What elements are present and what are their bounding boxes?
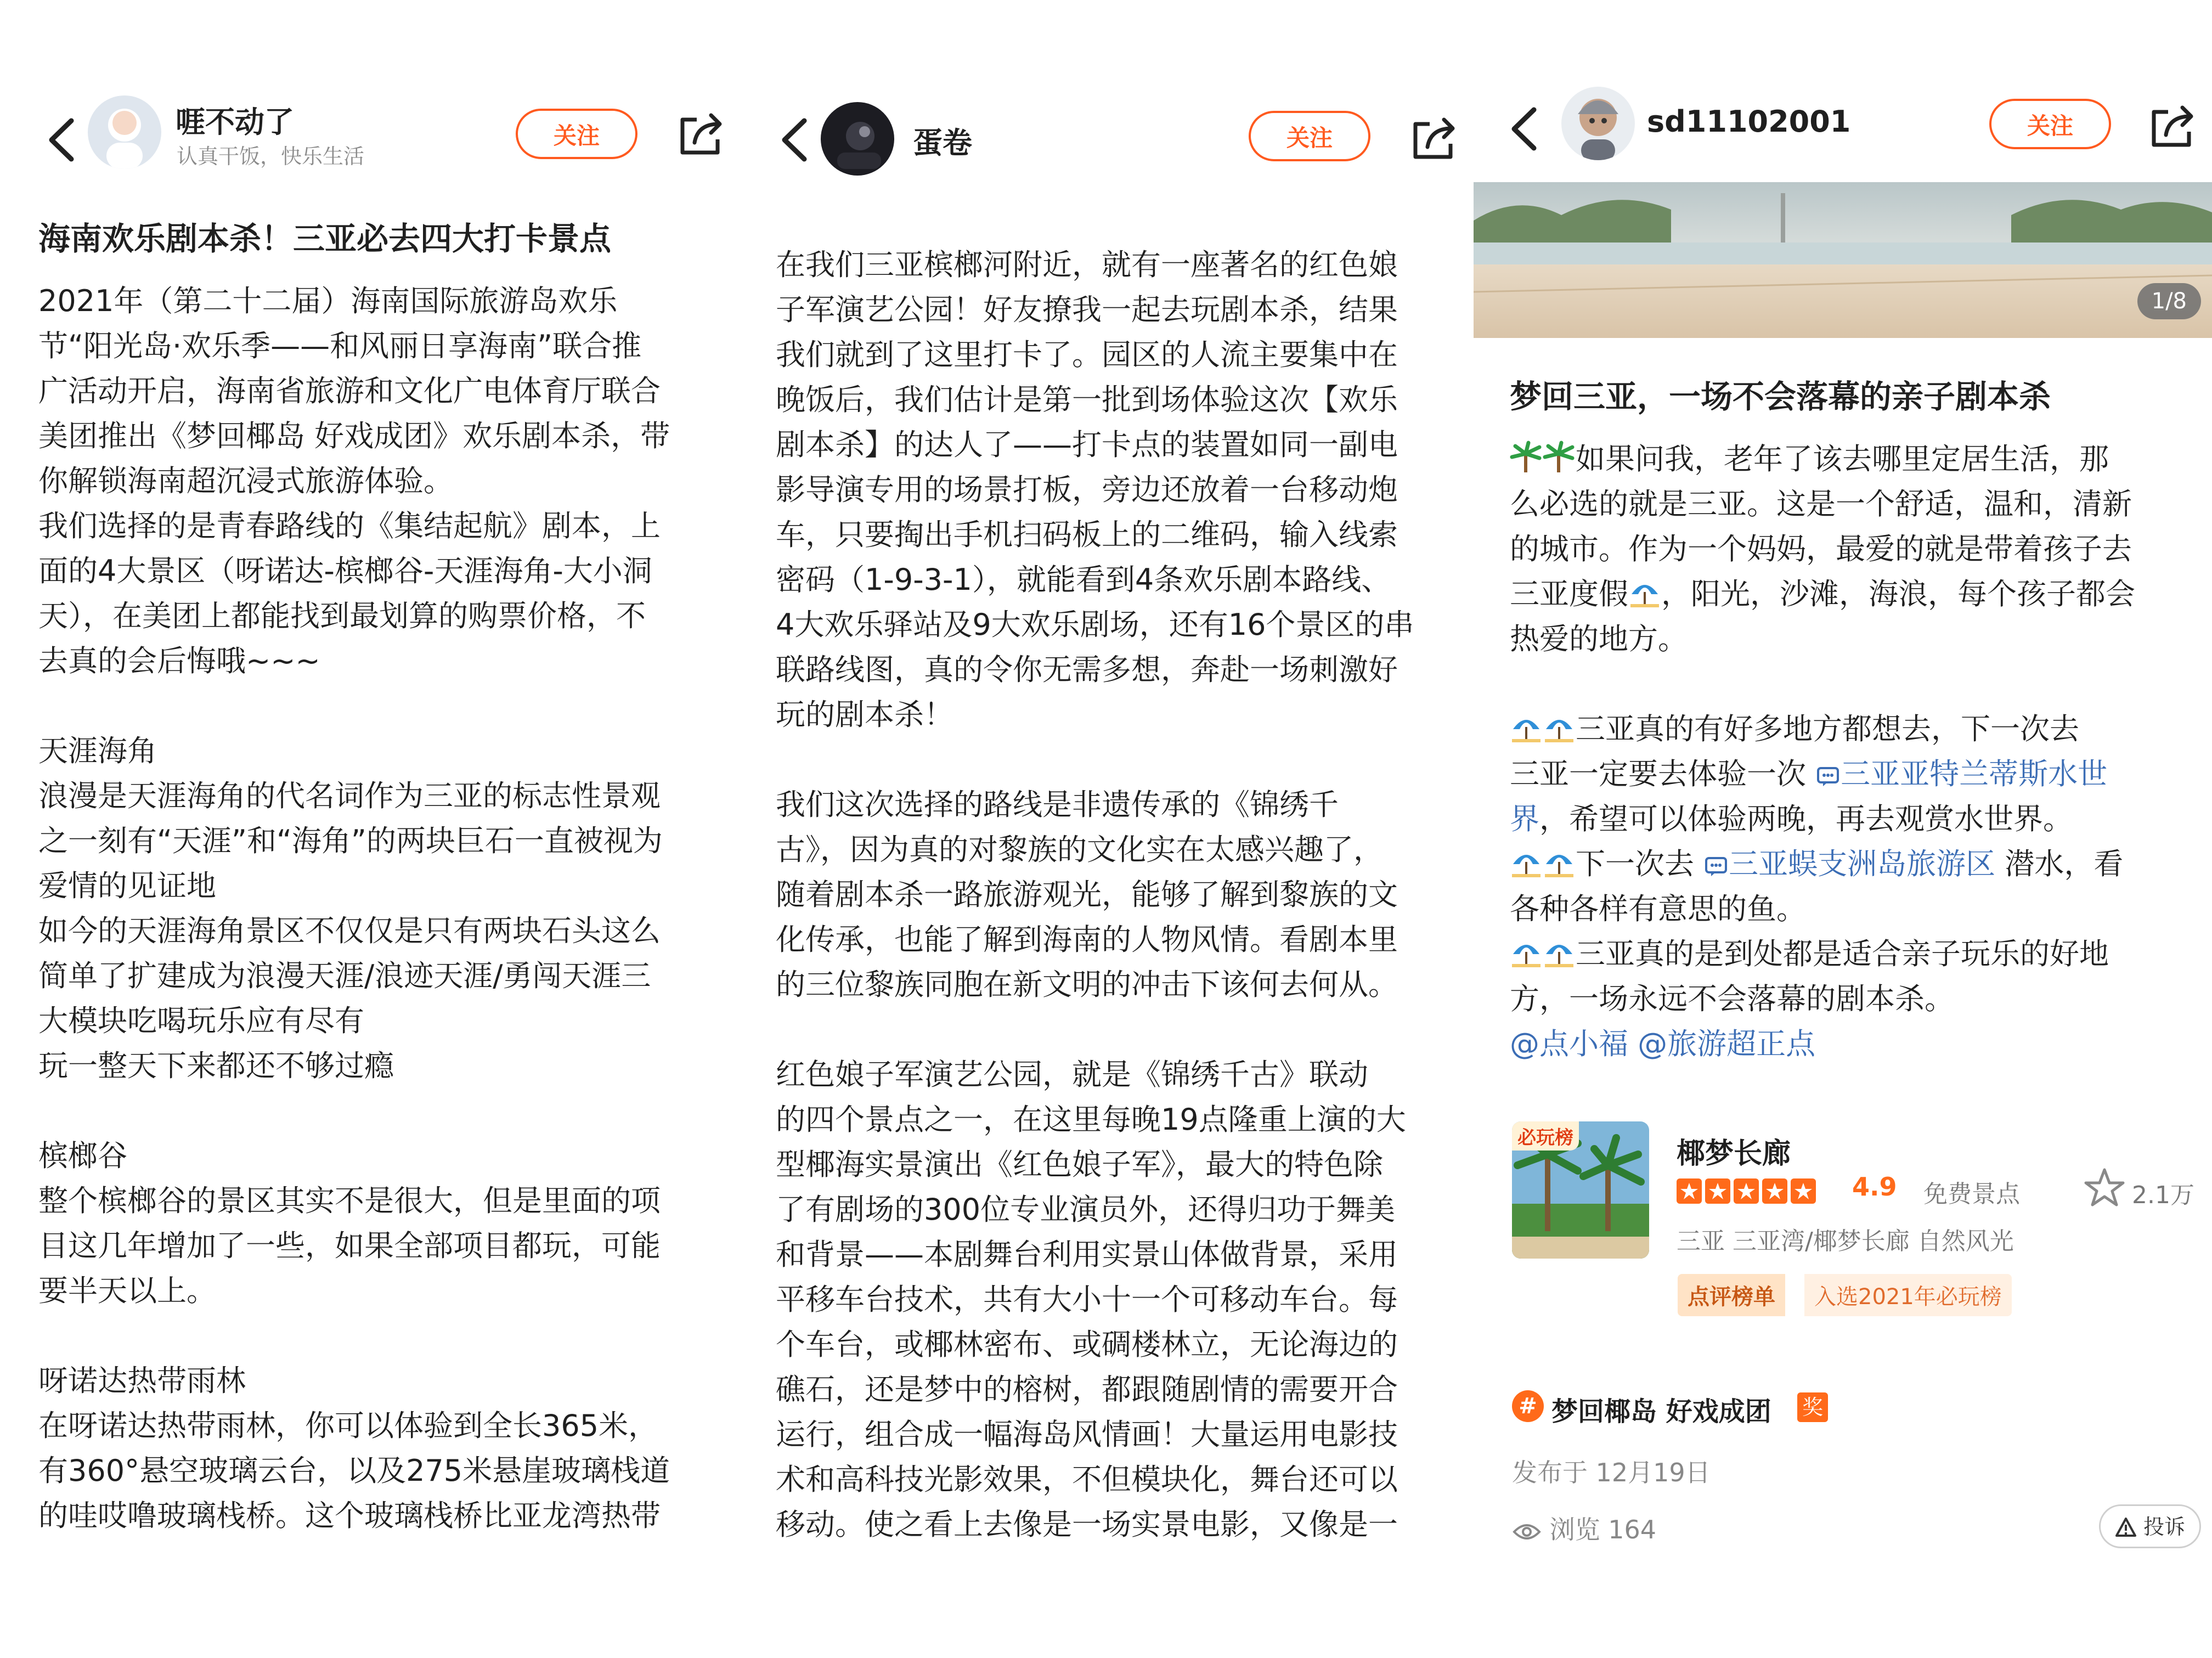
body-line: 车，只要掏出手机扫码板上的二维码，输入线索 [776,517,1398,552]
user-mentions[interactable]: @点小福 @旅游超正点 [1510,1027,1816,1061]
body-line: 晚饭后，我们估计是第一批到场体验这次【欢乐 [776,382,1398,417]
report-button[interactable]: 投诉 [2099,1504,2201,1548]
post-header [738,82,1474,192]
body-line: 广活动开启，海南省旅游和文化广电体育厅联合 [38,374,661,408]
body-line: 目这几年增加了一些，如果全部项目都玩，可能 [38,1228,661,1263]
image-pager: 1/8 [2137,283,2201,319]
body-line: 三亚真的是到处都是适合亲子玩乐的好地 [1510,932,2190,977]
body-line: 玩一整天下来都还不够过瘾 [38,1048,394,1083]
body-line: 界，希望可以体验两晚，再去观赏水世界。 [1510,802,2073,836]
body-line: 化传承，也能了解到海南的人物风情。看剧本里 [776,922,1398,957]
body-line: 去真的会后悔哦~~~ [38,644,320,678]
share-icon[interactable] [1408,112,1460,165]
rating-stars [1677,1177,1841,1205]
body-line: 有360°悬空玻璃云台，以及275米悬崖玻璃栈道 [38,1453,670,1488]
back-arrow-icon[interactable] [33,110,93,170]
post-body [38,279,719,1538]
hashtag-icon: # [1512,1390,1544,1422]
paragraph-gap [776,1007,1456,1052]
body-line: 在我们三亚槟榔河附近，就有一座著名的红色娘 [776,247,1398,282]
publish-date: 发布于 12月19日 [1512,1458,1711,1487]
poi-link-atlantis[interactable]: 三亚亚特兰蒂斯水世 [1815,757,2107,791]
body-line: 三亚度假 ，阳光，沙滩，海浪，每个孩子都会 [1510,577,2135,611]
body-line: 大模块吃喝玩乐应有尽有 [38,1003,364,1038]
map-link-icon [1815,763,1841,788]
body-line: 美团推出《梦回椰岛 好戏成团》欢乐剧本杀，带 [38,419,670,453]
topic-name[interactable]: 梦回椰岛 好戏成团 [1551,1396,1771,1427]
body-line: 随着剧本杀一路旅游观光，能够了解到黎族的文 [776,877,1398,912]
section-heading: 天涯海角 [38,734,157,768]
must-play-badge: 必玩榜 [1512,1121,1579,1151]
body-line: 下一次去 三亚蜈支洲岛旅游区 潜水，看 [1510,842,2190,887]
post-header [0,82,735,192]
username[interactable]: 啀不动了 [176,105,294,139]
avatar[interactable] [821,102,894,176]
poi-link-wuzhizhou[interactable]: 三亚蜈支洲岛旅游区 [1703,847,1995,881]
body-line: 简单了扩建成为浪漫天涯/浪迹天涯/勇闯天涯三 [38,958,651,993]
paragraph-gap [776,737,1456,782]
beach-umbrella-icon [1510,710,1576,743]
user-bio: 认真干饭，快乐生活 [177,144,365,168]
body-line: 的四个景点之一，在这里每晚19点隆重上演的大 [776,1102,1406,1137]
body-line: 如今的天涯海角景区不仅仅是只有两块石头这么 [38,913,661,948]
post-image-carousel[interactable] [1474,182,2212,338]
body-line: 整个槟榔谷的景区其实不是很大，但是里面的项 [38,1183,661,1218]
warning-icon [2115,1516,2137,1538]
body-line: 运行，组合成一幅海岛风情画！大量运用电影技 [776,1417,1398,1452]
follow-button[interactable]: 关注 [516,109,637,159]
body-line: 型椰海实景演出《红色娘子军》，最大的特色除 [776,1147,1383,1182]
body-line: 方，一场永远不会落幕的剧本杀。 [1510,982,1954,1016]
paragraph-gap [38,1313,719,1358]
username[interactable]: sd11102001 [1647,104,1851,139]
fav-count: 2.1万 [2132,1181,2194,1209]
poi-link-atlantis-cont[interactable]: 界 [1510,802,1539,836]
share-icon[interactable] [2146,100,2199,153]
avatar[interactable] [1561,87,1635,160]
follow-button[interactable]: 关注 [1989,99,2111,149]
body-line: 在呀诺达热带雨林，你可以体验到全长365米， [38,1408,658,1443]
back-arrow-icon[interactable] [1496,99,1556,159]
post-body [776,243,1456,1547]
body-line: 各种各样有意思的鱼。 [1510,892,1806,926]
poi-card[interactable] [1501,1103,2198,1350]
body-line: 和背景——本剧舞台利用实景山体做背景，采用 [776,1237,1398,1272]
poi-image [1512,1121,1649,1259]
body-line: 么必选的就是三亚。这是一个舒适，温和，清新 [1510,487,2132,521]
body-line: 2021年（第二十二届）海南国际旅游岛欢乐 [38,284,618,318]
poi-meta: 三亚 三亚湾/椰梦长廊 自然风光 [1677,1227,2014,1255]
post-panel-1 [0,0,735,1658]
body-line: 我们这次选择的路线是非遗传承的《锦绣千 [776,787,1339,822]
body-line: 浪漫是天涯海角的代名词作为三亚的标志性景观 [38,779,661,813]
post-body [1510,437,2190,1067]
body-line: 面的4大景区（呀诺达-槟榔谷-天涯海角-大小洞 [38,554,652,588]
follow-button[interactable]: 关注 [1249,111,1370,161]
body-line: 剧本杀】的达人了——打卡点的装置如同一副电 [776,427,1398,462]
body-line: 要半天以上。 [38,1273,216,1308]
body-line: 的三位黎族同胞在新文明的冲击下该何去何从。 [776,967,1398,1002]
body-line: 的哇哎噜玻璃栈桥。这个玻璃栈桥比亚龙湾热带 [38,1498,661,1533]
body-line: 玩的剧本杀！ [776,697,953,732]
body-line: 古》，因为真的对黎族的文化实在太感兴趣了， [776,832,1383,867]
post-panel-3 [1474,0,2212,1658]
body-line: 影导演专用的场景打板，旁边还放着一台移动炮 [776,472,1398,507]
body-line: 术和高科技光影效果，不但模块化，舞台还可以 [776,1462,1398,1497]
prize-badge: 奖 [1797,1392,1828,1422]
body-line: 三亚一定要去体验一次 三亚亚特兰蒂斯水世 [1510,757,2108,791]
body-line: 的城市。作为一个妈妈，最爱的就是带着孩子去 [1510,532,2132,566]
body-line: 天），在美团上都能找到最划算的购票价格，不 [38,599,646,633]
rank-text[interactable]: 入选2021年必玩榜 [1804,1274,2012,1316]
section-heading: 槟榔谷 [38,1138,127,1173]
paragraph-gap [1510,662,2190,707]
body-line: 你解锁海南超沉浸式旅游体验。 [38,464,453,498]
poi-rating: 4.9 [1852,1172,1897,1202]
star-outline-icon[interactable] [2083,1166,2126,1210]
beach-umbrella-icon [1510,935,1576,968]
rank-label[interactable]: 点评榜单 [1678,1274,1785,1316]
map-link-icon [1703,853,1729,878]
body-line: 子军演艺公园！好友撩我一起去玩剧本杀，结果 [776,292,1398,327]
poi-price: 免费景点 [1923,1180,2020,1208]
username[interactable]: 蛋卷 [913,126,972,160]
post-title: 海南欢乐剧本杀！三亚必去四大打卡景点 [38,220,612,257]
post-title: 梦回三亚，一场不会落幕的亲子剧本杀 [1510,378,2051,415]
eye-icon [1512,1521,1542,1543]
body-line: 了有剧场的300位专业演员外，还得归功于舞美 [776,1192,1396,1227]
beach-umbrella-icon [1510,845,1576,878]
body-line: 密码（1-9-3-1），就能看到4条欢乐剧本路线、 [776,562,1391,597]
body-line: 如果问我，老年了该去哪里定居生活，那 [1510,437,2190,482]
body-line: 个车台，或椰林密布、或碉楼林立，无论海边的 [776,1327,1398,1362]
view-count: 浏览 164 [1512,1510,1656,1546]
body-line: 4大欢乐驿站及9大欢乐剧场，还有16个景区的串 [776,607,1414,642]
body-line: 移动。使之看上去像是一场实景电影，又像是一 [776,1507,1398,1542]
post-header [1474,71,2212,181]
body-line: 热爱的地方。 [1510,622,1688,656]
body-line: 之一刻有“天涯”和“海角”的两块巨石一直被视为 [38,824,663,858]
body-line: 爱情的见证地 [38,869,216,903]
palm-tree-icon [1510,441,1576,473]
body-line: 我们就到了这里打卡了。园区的人流主要集中在 [776,337,1398,372]
post-panel-2 [738,0,1474,1658]
share-icon[interactable] [675,108,727,160]
avatar[interactable] [88,95,161,169]
body-line: 红色娘子军演艺公园，就是《锦绣千古》联动 [776,1057,1368,1092]
back-arrow-icon[interactable] [766,110,826,170]
body-line: 礁石，还是梦中的榕树，都跟随剧情的需要开合 [776,1372,1398,1407]
paragraph-gap [38,1089,719,1133]
section-heading: 呀诺达热带雨林 [38,1363,246,1398]
paragraph-gap [38,684,719,729]
body-line: 平移车台技术，共有大小十一个可移动车台。每 [776,1282,1398,1317]
body-line: 三亚真的有好多地方都想去，下一次去 [1510,707,2190,752]
poi-name[interactable]: 椰梦长廊 [1677,1137,1791,1170]
body-line: 节“阳光岛·欢乐季——和风丽日享海南”联合推 [38,329,642,363]
body-line: 联路线图，真的令你无需多想，奔赴一场刺激好 [776,652,1398,687]
body-line: 我们选择的是青春路线的《集结起航》剧本，上 [38,509,661,543]
beach-umbrella-icon [1628,576,1661,608]
